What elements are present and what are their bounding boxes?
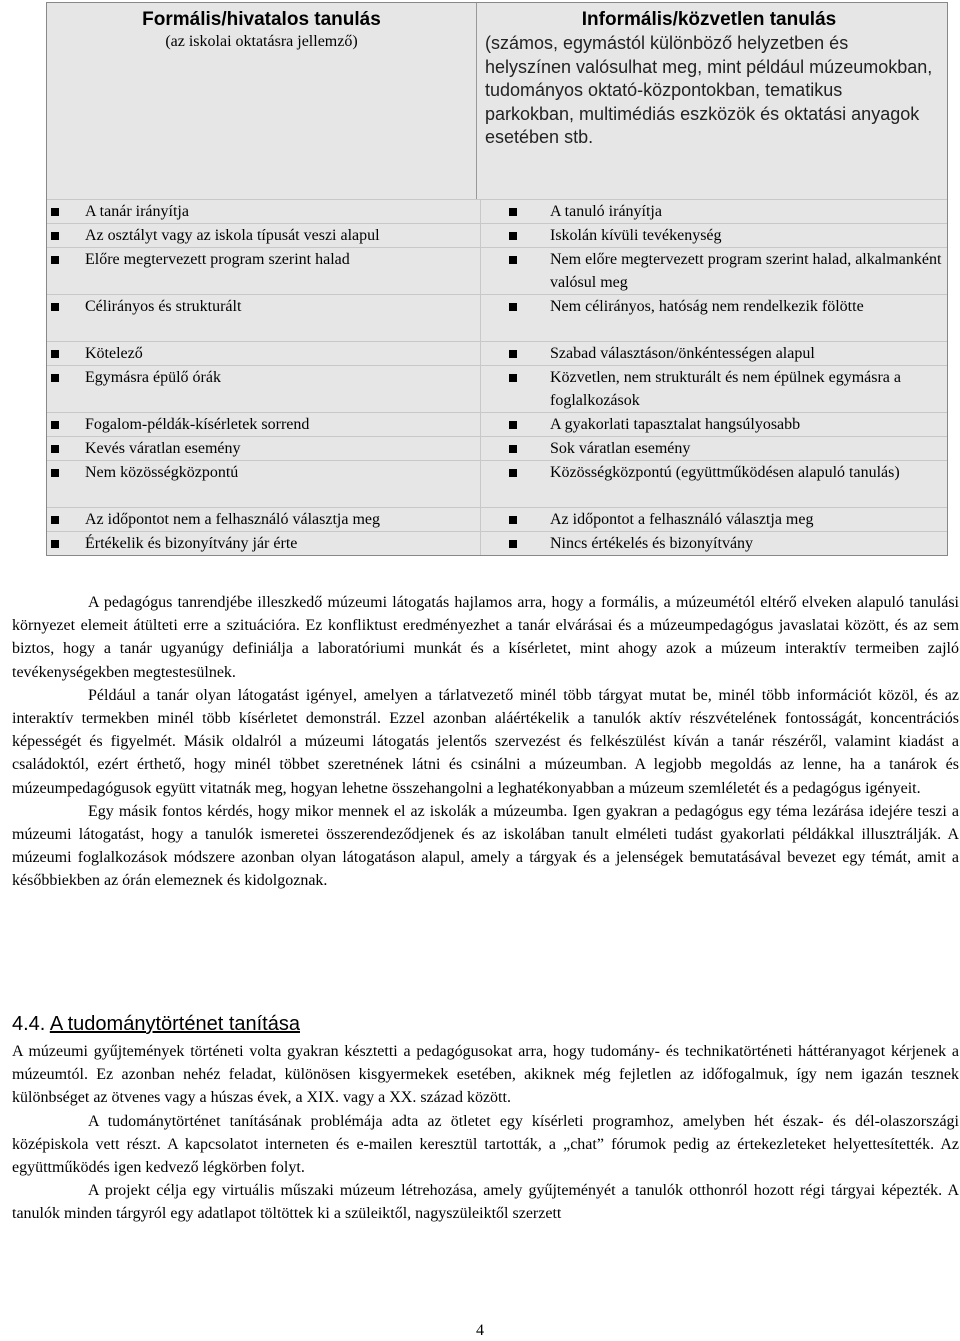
bullet-icon [509, 374, 517, 382]
formal-cell [47, 461, 481, 507]
informal-cell [481, 224, 947, 247]
paragraph: A tudománytörténet tanításának problémája adta az ötletet egy kísérleti programhoz, amelyben hét észak- és dél-olaszországi középiskola vett részt. A kapcsolatot interneten és e-mailen keresztül tartották, a „chat” fórumok pedig az értekezleteket helyettesítették. Az együttműködés igen kedvező légkörben folyt. [12, 1112, 959, 1177]
cell-text: A tanár irányítja [85, 203, 189, 220]
section-number: 4.4. [12, 1013, 46, 1035]
cell-text: Nincs értékelés és bizonyítvány [550, 535, 754, 552]
bullet-icon [509, 540, 517, 548]
cell-text: Az időpontot nem a felhasználó választja meg [85, 511, 381, 528]
formal-cell [47, 342, 481, 365]
cell-text: Egymásra épülő órák [85, 369, 221, 386]
bullet-icon [51, 540, 59, 548]
cell-text: Közvetlen, nem strukturált és nem épülnek egymásra a foglalkozások [550, 369, 901, 409]
table-row [47, 531, 947, 555]
bullet-icon [51, 469, 59, 477]
cell-text: Célirányos és strukturált [85, 298, 242, 315]
informal-cell [481, 366, 947, 412]
formal-cell [47, 295, 481, 341]
formal-cell [47, 248, 481, 294]
bullet-icon [51, 303, 59, 311]
table-row [47, 223, 947, 247]
page-number: 4 [476, 1322, 484, 1339]
section-title: A tudománytörténet tanítása [49, 1013, 300, 1035]
table-row [47, 436, 947, 460]
bullet-icon [51, 516, 59, 524]
formal-cell [47, 366, 481, 412]
formal-cell [47, 200, 481, 223]
paragraph: Például a tanár olyan látogatást igényel, amelyen a tárlatvezető minél több tárgyat mutat be, minél több információt közöl, és az interaktív termekben minél több kísérletet demonstrál. Ezzel azonban aláértékelik a tanulók aktív részvételének fontosságát, koncentrációs képességét és figyelmét. Másik oldalról a múzeumi látogatás jelentős szervezést és felkészülést kíván a tanár részéről, valamint kiadást a családoktól, ezért érthető, hogy minél többet szeretnének látni és csinálni a múzeumban. A legjobb megoldás az lenne, ha a tanárok és múzeumpedagógusok együtt vitatnák meg, hogyan lehetne összehangolni a leghatékonyabban a múzeum szemléletét és a pedagógus igényeit. [12, 686, 959, 797]
cell-text: Sok váratlan esemény [550, 440, 691, 457]
formal-learning-header [47, 3, 477, 199]
cell-text: Értékelik és bizonyítvány jár érte [85, 535, 298, 552]
body-text-section [12, 1040, 959, 1226]
informal-cell [481, 248, 947, 294]
informal-learning-subtitle: (számos, egymástól különböző helyzetben és helyszínen valósulhat meg, mint például múzeumokban, tudományos oktató-központokban, tematikus parkokban, multimédiás eszközök és oktatási anyagok esetében stb. [485, 33, 933, 147]
table-row [47, 199, 947, 223]
table-row [47, 412, 947, 436]
informal-cell [481, 413, 947, 436]
table-row [47, 507, 947, 531]
cell-text: A tanuló irányítja [550, 203, 662, 220]
cell-text: Nem előre megtervezett program szerint halad, alkalmanként valósul meg [550, 251, 942, 291]
informal-cell [481, 461, 947, 507]
informal-learning-title: Informális/közvetlen tanulás [581, 9, 837, 30]
informal-cell [481, 295, 947, 341]
cell-text: Az osztályt vagy az iskola típusát veszi alapul [85, 227, 380, 244]
formal-cell [47, 532, 481, 555]
cell-text: Kötelező [85, 345, 143, 362]
bullet-icon [509, 350, 517, 358]
cell-text: Fogalom-példák-kísérletek sorrend [85, 416, 310, 433]
cell-text: Előre megtervezett program szerint halad [85, 251, 350, 268]
informal-cell [481, 437, 947, 460]
section-heading [12, 1013, 300, 1036]
table-row [47, 460, 947, 507]
bullet-icon [509, 303, 517, 311]
table-row [47, 365, 947, 412]
paragraph: A múzeumi gyűjtemények történeti volta gyakran késztetti a pedagógusokat arra, hogy tudomány- és technikatörténeti háttéranyagot kérjenek a múzeumtól. Ez azonban nehéz feladat, különösen kisgyermekek esetében, akiknek még fejletlen az időfogalmuk, így nem igazán tesznek különbséget az ötvenes vagy a húszas évek, a XIX. vagy a XX. század között. [12, 1043, 959, 1107]
bullet-icon [51, 256, 59, 264]
bullet-icon [509, 445, 517, 453]
cell-text: Közösségközpontú (együttműködésen alapuló tanulás) [550, 464, 900, 481]
cell-text: Nem célirányos, hatóság nem rendelkezik fölötte [550, 298, 864, 315]
cell-text: A gyakorlati tapasztalat hangsúlyosabb [550, 416, 801, 433]
bullet-icon [509, 208, 517, 216]
cell-text: Az időpontot a felhasználó választja meg [550, 511, 814, 528]
formal-learning-title: Formális/hivatalos tanulás [142, 9, 381, 30]
bullet-icon [51, 208, 59, 216]
cell-text: Iskolán kívüli tevékenység [550, 227, 722, 244]
bullet-icon [509, 469, 517, 477]
informal-cell [481, 200, 947, 223]
bullet-icon [509, 421, 517, 429]
bullet-icon [51, 421, 59, 429]
cell-text: Kevés váratlan esemény [85, 440, 241, 457]
bullet-icon [509, 232, 517, 240]
informal-cell [481, 342, 947, 365]
formal-cell [47, 437, 481, 460]
cell-text: Nem közösségközpontú [85, 464, 239, 481]
comparison-table [46, 2, 948, 556]
informal-learning-header [477, 3, 947, 199]
cell-text: Szabad választáson/önkéntességen alapul [550, 345, 815, 362]
formal-cell [47, 413, 481, 436]
bullet-icon [51, 374, 59, 382]
body-text-section [12, 591, 959, 893]
formal-learning-subtitle: (az iskolai oktatásra jellemző) [165, 33, 358, 50]
formal-cell [47, 508, 481, 531]
bullet-icon [51, 445, 59, 453]
table-row [47, 341, 947, 365]
bullet-icon [51, 232, 59, 240]
bullet-icon [509, 516, 517, 524]
paragraph: A projekt célja egy virtuális műszaki múzeum létrehozása, amely gyűjteményét a tanulók otthonról hozott régi tárgyai képezték. A tanulók minden tárgyról egy adatlapot töltöttek ki a szüleiktől, nagyszüleiktől szerzett [12, 1182, 959, 1223]
paragraph: Egy másik fontos kérdés, hogy mikor mennek el az iskolák a múzeumba. Igen gyakran a pedagógus egy téma lezárása idejére teszi a múzeumi látogatást, hogy a tanulók ismeretei összerendeződjenek és az iskolában tanult elméleti tudást gyakorlati példákkal illusztrálják. A múzeumi foglalkozások módszere azonban olyan látogatáson alapul, amely a tárgyak és a jelenségek bemutatásával bevezet egy témát, amit a későbbiekben az órán elemeznek és kidolgoznak. [12, 802, 959, 890]
paragraph: A pedagógus tanrendjébe illeszkedő múzeumi látogatás hajlamos arra, hogy a formális, a múzeumétól eltérő elveken alapuló tanulási környezet elemeit átülteti erre a szituációra. Ez konfliktust eredményezhet a tanár elvárásai és a múzeumpedagógus javaslatai között, és az sem biztos, hogy a tanár ugyanúgy definiálja a laboratóriumi munkát és a kísérletet, mint ahogy azok a múzeum interaktív termeiben zajló tevékenységekben megtestesülnek. [12, 594, 959, 681]
table-row [47, 294, 947, 341]
table-row [47, 247, 947, 294]
informal-cell [481, 508, 947, 531]
bullet-icon [51, 350, 59, 358]
formal-cell [47, 224, 481, 247]
informal-cell [481, 532, 947, 555]
bullet-icon [509, 256, 517, 264]
table-header [47, 3, 947, 199]
